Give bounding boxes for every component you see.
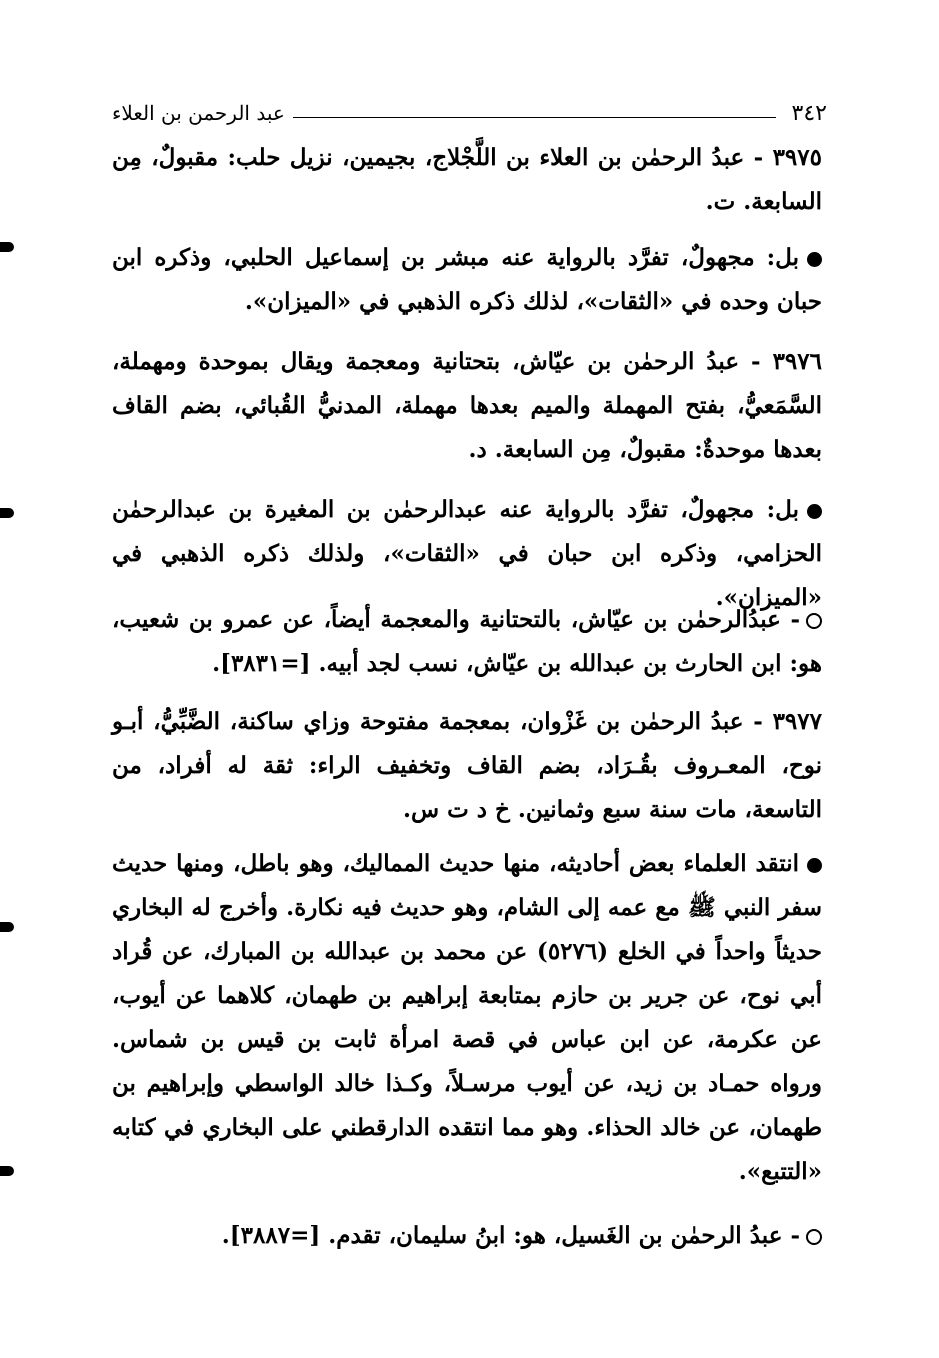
- page-header: [112, 96, 827, 130]
- reference-text: - عبدُالرحمٰن بن عيّاش، بالتحتانية والمعجمة أيضاً، عن عمرو بن شعيب، هو: ابن الحارث بن عبدالله بن عيّاش، نسب لجد أبيه. [=٣٨٣١].: [112, 606, 822, 677]
- bullet-dot-icon: [807, 252, 822, 267]
- bullet-dot-icon: [807, 858, 822, 873]
- entry-3975: [112, 136, 822, 224]
- header-rule: [293, 117, 776, 118]
- binding-mark: [0, 922, 14, 932]
- running-title: عبد الرحمن بن العلاء: [112, 101, 285, 125]
- reference-ayyash: [112, 598, 822, 686]
- binding-mark: [0, 508, 14, 518]
- reference-text: - عبدُ الرحمٰن بن الغَسيل، هو: ابنُ سليمان، تقدم. [=٣٨٨٧].: [221, 1222, 800, 1249]
- entry-text: ٣٩٧٦ - عبدُ الرحمٰن بن عيّاش، بتحتانية ومعجمة ويقال بموحدة ومهملة، السَّمَعيُّ، بفتح المهملة والميم بعدها مهملة، المدنيُّ القُبائي، بضم القاف بعدها موحدةٌ: مقبولٌ، مِن السابعة. د.: [112, 348, 822, 463]
- binding-mark: [0, 1166, 14, 1176]
- entry-3977: [112, 700, 822, 832]
- comment-text: انتقد العلماء بعض أحاديثه، منها حديث المماليك، وهو باطل، ومنها حديث سفر النبي ﷺ مع عمه إلى الشام، وهو حديث فيه نكارة. وأخرج له البخاري حديثاً واحداً في الخلع (٥٢٧٦) عن محمد بن عبدالله بن المبارك، عن قُراد أبي نوح، عن جرير بن حازم بمتابعة إبراهيم بن طهمان، كلاهما عن أيوب، عن عكرمة، عن ابن عباس في قصة امرأة ثابت بن قيس بن شماس. ورواه حمـاد بن زيد، عن أيوب مرسـلاً، وكـذا خالد الواسطي وإبراهيم بن طهمان، عن خالد الحذاء. وهو مما انتقده الدارقطني على البخاري في كتابه «التتبع».: [112, 850, 822, 1185]
- reference-ghasil: [112, 1214, 822, 1258]
- binding-mark: [0, 242, 14, 252]
- comment-text: بل: مجهولٌ، تفرَّد بالرواية عنه عبدالرحمٰن بن المغيرة بن عبدالرحمٰن الحزامي، وذكره ابن حبان في «الثقات»، ولذلك ذكره الذهبي في «الميزان».: [112, 496, 822, 611]
- comment-text: بل: مجهولٌ، تفرَّد بالرواية عنه مبشر بن إسماعيل الحلبي، وذكره ابن حبان وحده في «الثقات»، لذلك ذكره الذهبي في «الميزان».: [112, 244, 822, 315]
- bullet-dot-icon: [807, 504, 822, 519]
- comment-3975: [112, 236, 822, 324]
- entry-text: ٣٩٧٥ - عبدُ الرحمٰن بن العلاء بن اللَّجْلاج، بجيمين، نزيل حلب: مقبولٌ، مِن السابعة. ت.: [112, 144, 822, 215]
- ring-marker-icon: [806, 1229, 822, 1245]
- entry-3976: [112, 340, 822, 472]
- entry-text: ٣٩٧٧ - عبدُ الرحمٰن بن غَزْوان، بمعجمة مفتوحة وزاي ساكنة، الضَّبِّيُّ، أبـو نوح، المعـروف بقُـرَاد، بضم القاف وتخفيف الراء: ثقة له أفراد، من التاسعة، مات سنة سبع وثمانين. خ د ت س.: [112, 708, 822, 823]
- page-number: ٣٤٢: [791, 100, 827, 126]
- comment-3977: [112, 842, 822, 1194]
- ring-marker-icon: [806, 613, 822, 629]
